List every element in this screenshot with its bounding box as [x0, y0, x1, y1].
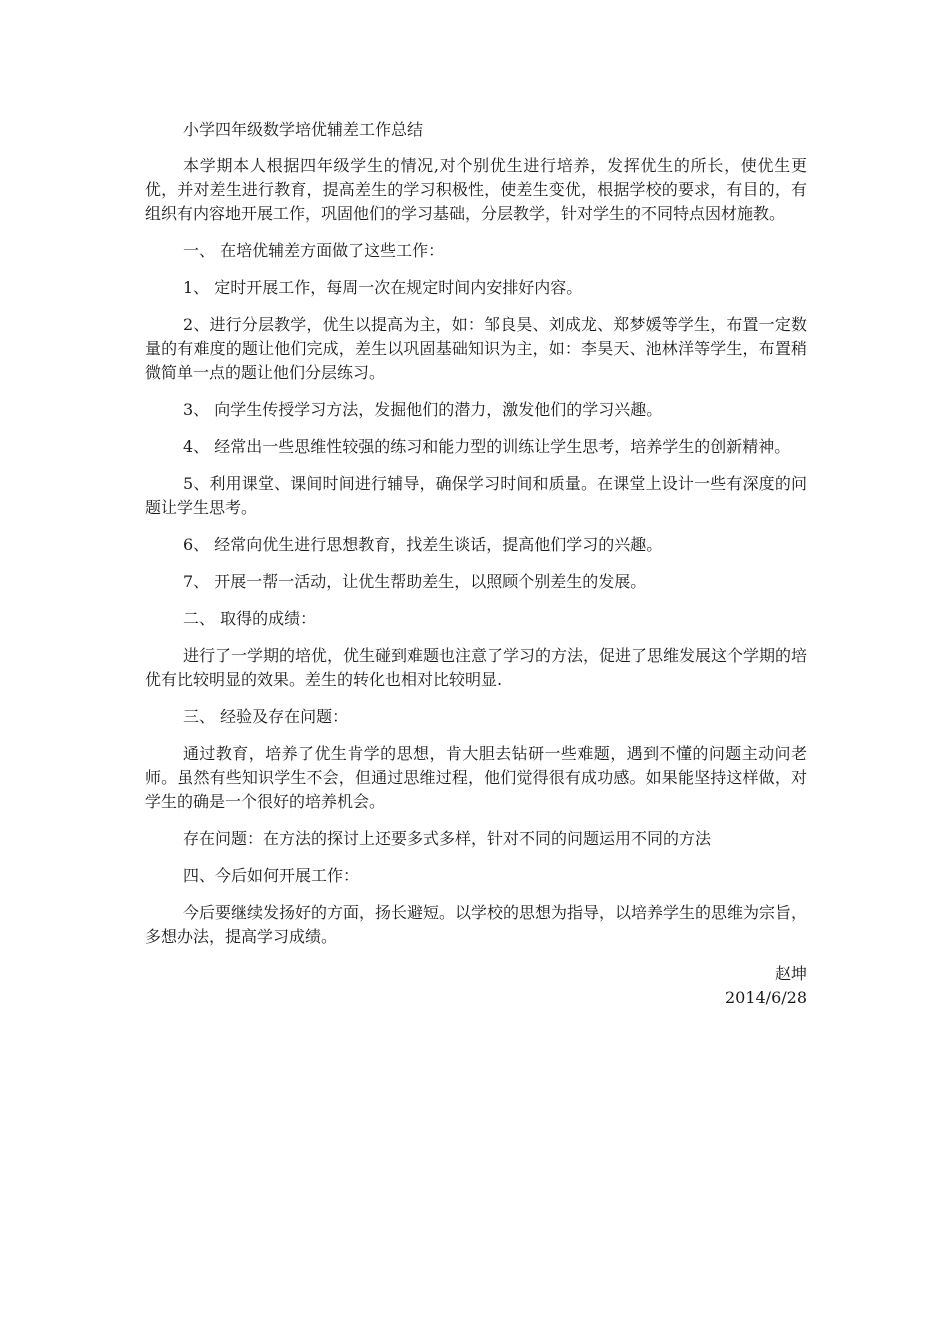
- section-heading-4: 四、今后如何开展工作：: [183, 866, 360, 885]
- list-item-1: 1、 定时开展工作，每周一次在规定时间内安排好内容。: [183, 278, 583, 297]
- list-item-3: 3、 向学生传授学习方法，发掘他们的潜力，激发他们的学习兴趣。: [183, 400, 663, 419]
- document-title: 小学四年级数学培优辅差工作总结: [183, 120, 424, 139]
- paragraph-results: 进行了一学期的培优，优生碰到难题也注意了学习的方法，促进了思维发展这个学期的培优有比较明显的效果。差生的转化也相对比较明显.: [145, 646, 808, 689]
- paragraph-problems: 存在问题：在方法的探讨上还要多式多样，针对不同的问题运用不同的方法: [183, 829, 712, 848]
- paragraph-experience: 通过教育，培养了优生肯学的思想，肯大胆去钻研一些难题，遇到不懂的问题主动问老师。虽然有些知识学生不会，但通过思维过程，他们觉得很有成功感。如果能坚持这样做，对学生的确是一个很好的培养机会。: [145, 744, 807, 811]
- list-item-7: 7、 开展一帮一活动，让优生帮助差生，以照顾个别差生的发展。: [183, 572, 647, 591]
- section-heading-3: 三、 经验及存在问题：: [183, 707, 349, 726]
- list-item-6: 6、 经常向优生进行思想教育，找差生谈话，提高他们学习的兴趣。: [183, 535, 663, 554]
- document-page: [145, 118, 807, 1010]
- paragraph-future: 今后要继续发扬好的方面，扬长避短。以学校的思想为指导，以培养学生的思维为宗旨，多想办法，提高学习成绩。: [145, 903, 808, 946]
- list-item-2: 2、进行分层教学，优生以提高为主，如：邹良昊、刘成龙、郑梦媛等学生，布置一定数量的有难度的题让他们完成，差生以巩固基础知识为主，如：李昊天、池林洋等学生，布置稍微简单一点的题让他们分层练习。: [145, 315, 807, 382]
- document-date: 2014/6/28: [724, 988, 807, 1007]
- signature-block: [145, 962, 807, 1010]
- list-item-5: 5、利用课堂、课间时间进行辅导，确保学习时间和质量。在课堂上设计一些有深度的问题让学生思考。: [145, 474, 807, 517]
- author-name: 赵坤: [774, 964, 807, 983]
- list-item-4: 4、 经常出一些思维性较强的练习和能力型的训练让学生思考，培养学生的创新精神。: [183, 437, 791, 456]
- section-heading-2: 二、 取得的成绩：: [183, 609, 317, 628]
- paragraph-intro: 本学期本人根据四年级学生的情况,对个别优生进行培养，发挥优生的所长，使优生更优，并对差生进行教育，提高差生的学习积极性，使差生变优，根据学校的要求，有目的，有组织有内容地开展工作，巩固他们的学习基础，分层教学，针对学生的不同特点因材施教。: [145, 156, 807, 223]
- section-heading-1: 一、 在培优辅差方面做了这些工作：: [183, 241, 445, 260]
